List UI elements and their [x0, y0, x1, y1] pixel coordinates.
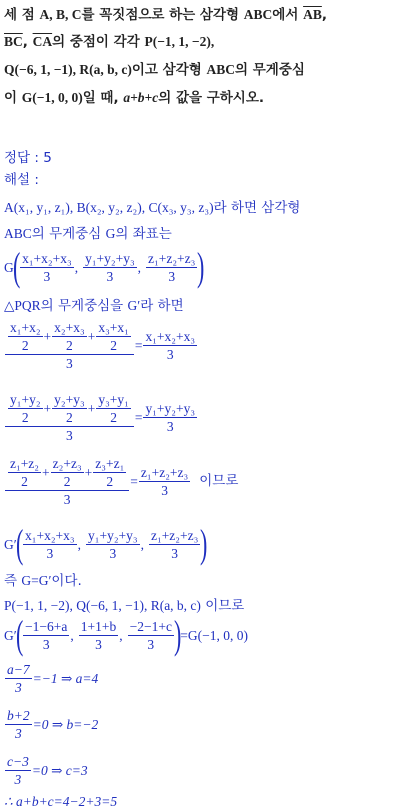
- centroid-g-formula: G ( $\frac{\text{x₁+x₂+x₃}}{3}$ , $\frac{\text{y₁+y₂+y₃}}{3}$ , $\frac{\text{z₁+z₂+z₃}}{3}$ ): [4, 244, 205, 289]
- final-result: ∴ a+b+c=4−2+3=5: [4, 794, 118, 809]
- question-line-2: $\overline{BC}$, $\overline{CA}$의 중점이 각각 P(−1, 1, −2),: [4, 34, 215, 50]
- solution-line-points: A(x₁, y₁, z₁), B(x₂, y₂, z₂), C(x₃, y₃, z₃)라 하면 삼각형: [4, 200, 301, 216]
- question-line-3: Q(−6, 1, −1), R(a, b, c)이고 삼각형 ABC의 무게중심: [4, 62, 305, 78]
- solution-line-pqr-values: P(−1, 1, −2), Q(−6, 1, −1), R(a, b, c) 이므로: [4, 598, 245, 614]
- question-line-1: 세 점 A, B, C를 꼭짓점으로 하는 삼각형 ABC에서 $\overline{AB}$,: [4, 7, 327, 23]
- solution-line-equal: 즉 G=G′이다.: [4, 573, 82, 589]
- equation-b: $\frac{b+2}{3}$ =0 ⇒ b=−2: [7, 708, 99, 741]
- question-line-4: 이 G(−1, 0, 0)일 때, a+b+c의 값을 구하시오.: [4, 90, 265, 106]
- gprime-substitution: G′ ( $\frac{-1-6+a}{3}$ , $\frac{1+1+b}{3}$ , $\frac{-2-1+c}{3}$ ) =G(−1, 0, 0): [4, 612, 248, 657]
- gprime-x-derivation: $\frac{\text{x₁+x₂}}{2}$ + $\frac{\text{x₂+x₃}}{2}$ + $\frac{\text{x₃+x₁}}{2}$ 3 = $\frac{\text{x₁+x₂+x₃}}{3}$: [4, 320, 198, 371]
- solution-line-pqr: △PQR의 무게중심을 G′라 하면: [4, 298, 184, 314]
- equation-a: $\frac{a-7}{3}$ =−1 ⇒ a=4: [7, 662, 99, 695]
- gprime-y-derivation: $\frac{\text{y₁+y₂}}{2}$ + $\frac{\text{y₂+y₃}}{2}$ + $\frac{\text{y₃+y₁}}{2}$ 3 = $\frac{\text{y₁+y₂+y₃}}{3}$: [4, 392, 198, 443]
- equation-c: $\frac{c-3}{3}$ =0 ⇒ c=3: [7, 754, 88, 787]
- answer-label: 정답 : 5: [4, 150, 52, 166]
- solution-line-centroid: ABC의 무게중심 G의 좌표는: [4, 226, 172, 242]
- centroid-gprime-formula: G′ ( $\frac{\text{x₁+x₂+x₃}}{3}$ , $\frac{\text{y₁+y₂+y₃}}{3}$ , $\frac{\text{z₁+z₂+z₃}}{3}$ ): [4, 521, 208, 566]
- solution-label: 해설 :: [4, 172, 39, 188]
- gprime-z-derivation: $\frac{\text{z₁+z₂}}{2}$ + $\frac{\text{z₂+z₃}}{2}$ + $\frac{\text{z₃+z₁}}{2}$ 3 = $\frac{\text{z₁+z₂+z₃}}{3}$ 이므로: [4, 456, 238, 507]
